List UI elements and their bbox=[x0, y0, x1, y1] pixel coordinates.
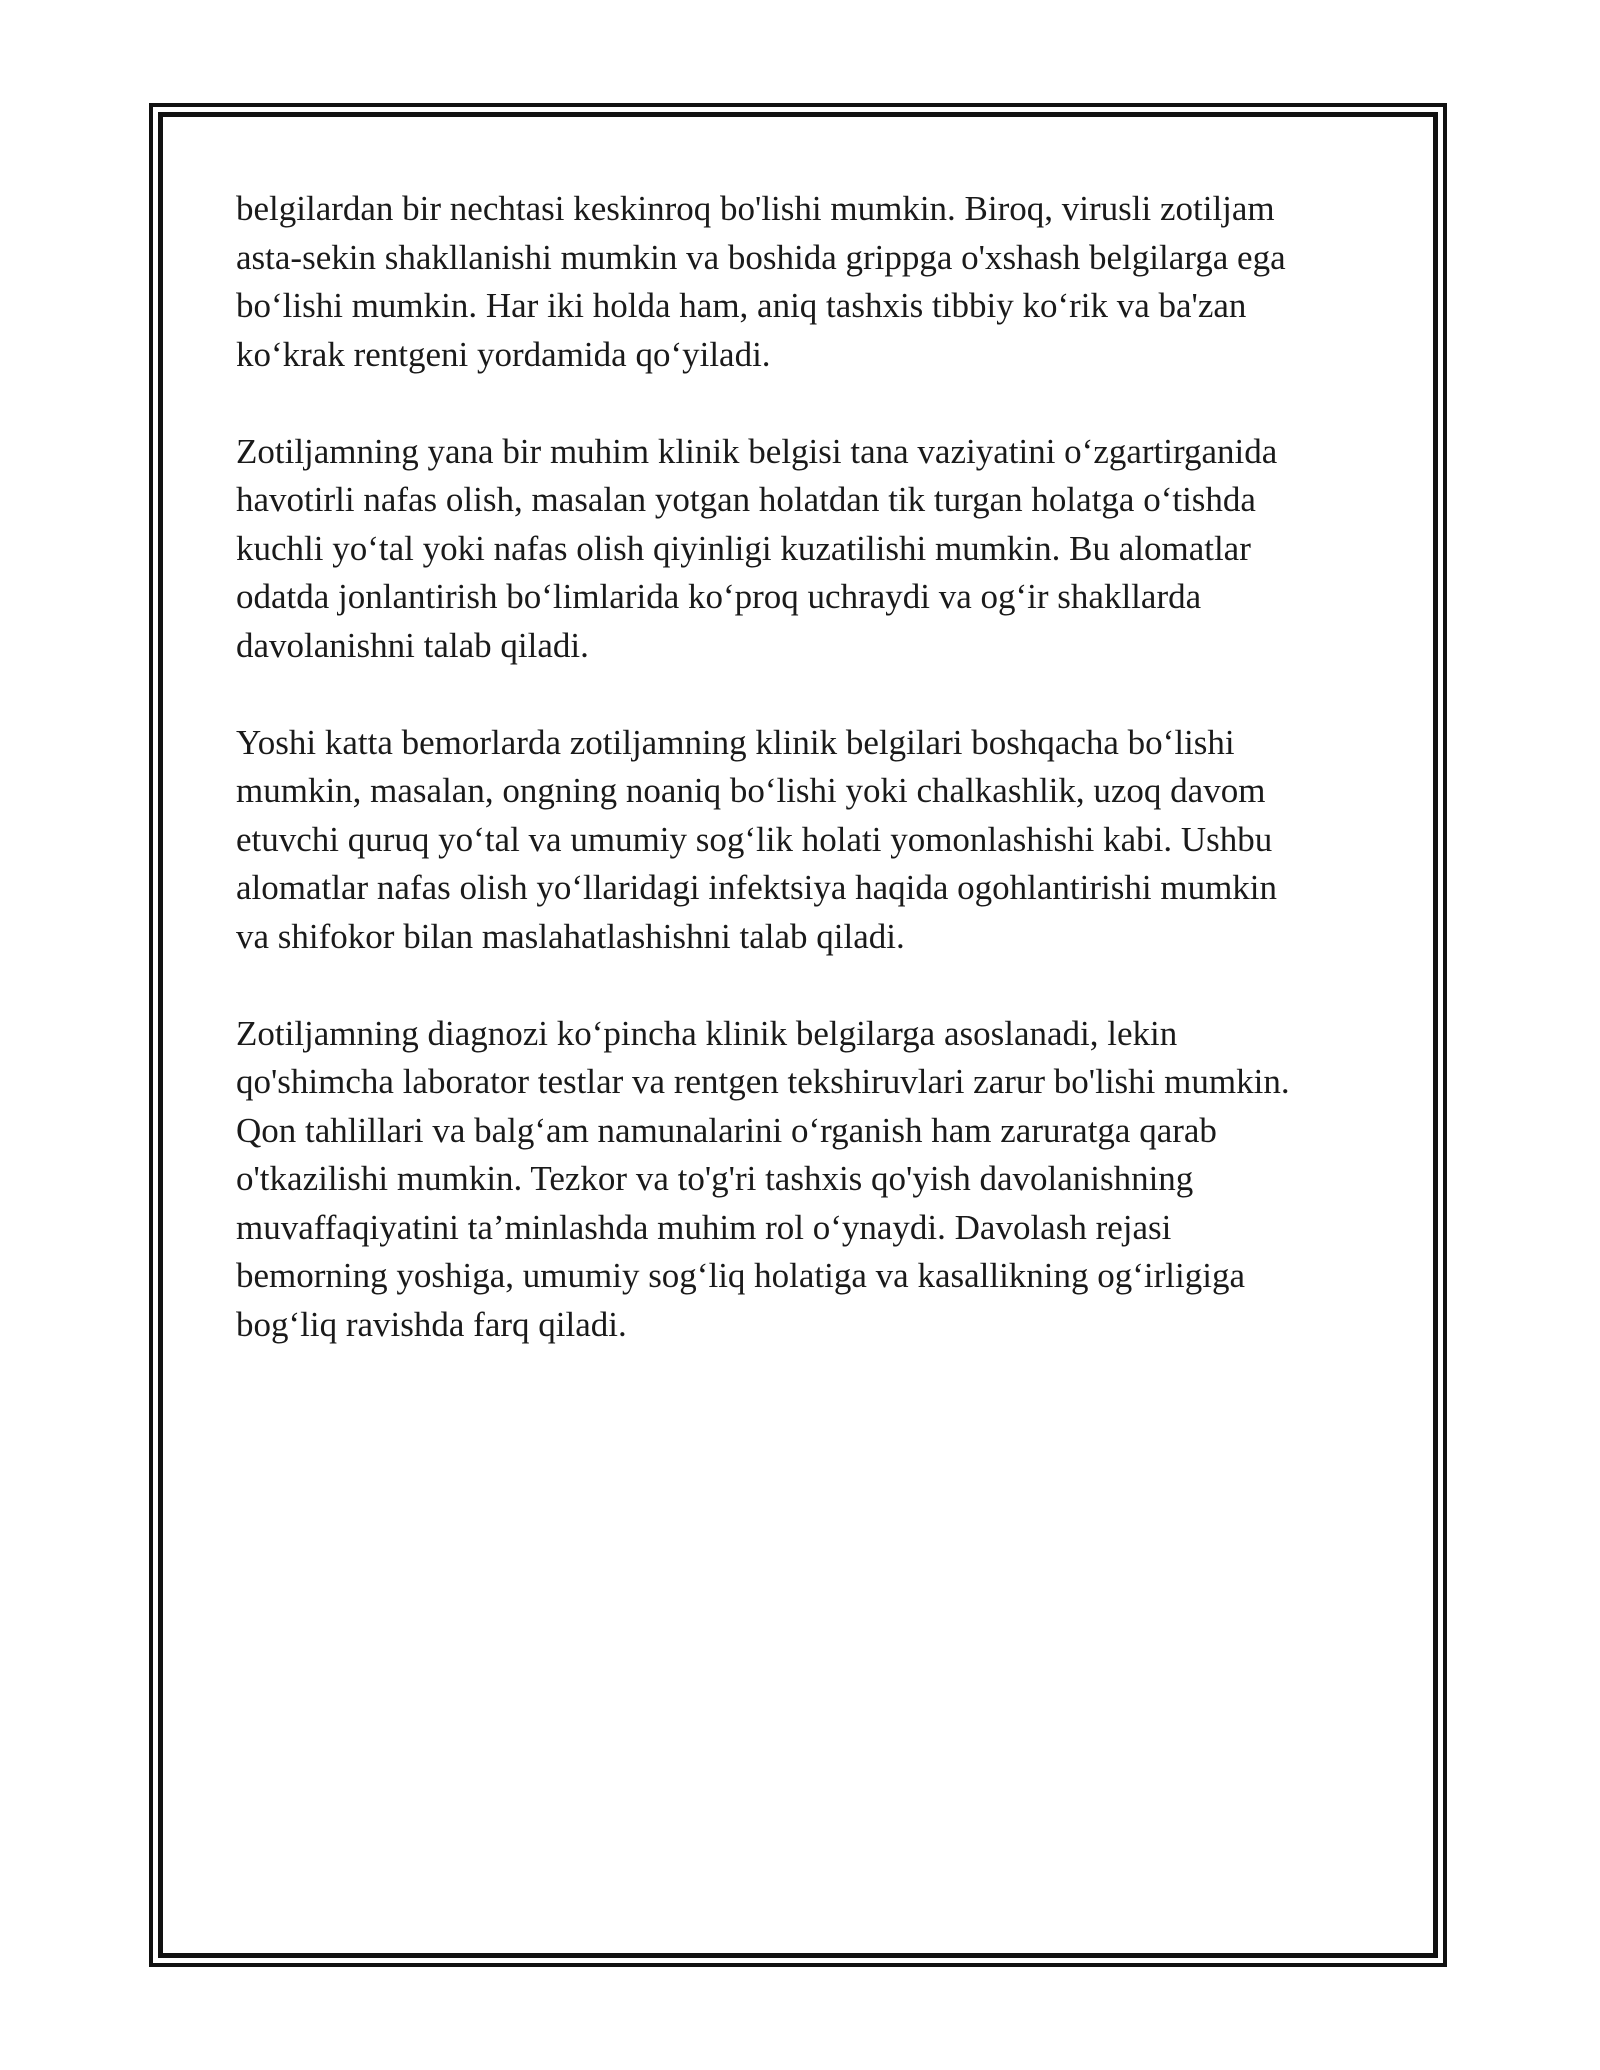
text-line: alomatlar nafas olish yo‘llaridagi infektsiya haqida ogohlantirishi mumkin bbox=[236, 868, 1278, 907]
text-line: ko‘krak rentgeni yordamida qo‘yiladi. bbox=[236, 334, 771, 374]
text-line: havotirli nafas olish, masalan yotgan holatdan tik turgan holatga o‘tishda bbox=[236, 480, 1256, 519]
paragraph-4 bbox=[236, 1010, 1356, 1350]
text-line: bo‘lishi mumkin. Har iki holda ham, aniq tashxis tibbiy ko‘rik va ba'zan bbox=[236, 286, 1247, 325]
document-body bbox=[236, 185, 1356, 1398]
text-line: asta-sekin shakllanishi mumkin va boshida grippga o'xshash belgilarga ega bbox=[236, 237, 1286, 277]
paragraph-3 bbox=[236, 719, 1356, 962]
text-line: Qon tahlillari va balg‘am namunalarini o‘rganish ham zaruratga qarab bbox=[236, 1110, 1217, 1150]
text-line: mumkin, masalan, ongning noaniq bo‘lishi yoki chalkashlik, uzoq davom bbox=[236, 771, 1266, 810]
text-line: qo'shimcha laborator testlar va rentgen tekshiruvlari zarur bo'lishi mumkin. bbox=[236, 1062, 1290, 1101]
text-line: Zotiljamning diagnozi ko‘pincha klinik belgilarga asoslanadi, lekin bbox=[236, 1013, 1178, 1053]
text-line: kuchli yo‘tal yoki nafas olish qiyinligi kuzatilishi mumkin. Bu alomatlar bbox=[236, 528, 1251, 568]
text-line: davolanishni talab qiladi. bbox=[236, 625, 589, 665]
paragraph-2 bbox=[236, 428, 1356, 671]
text-line: bog‘liq ravishda farq qiladi. bbox=[236, 1304, 627, 1344]
text-line: Yoshi katta bemorlarda zotiljamning klinik belgilari boshqacha bo‘lishi bbox=[236, 722, 1235, 762]
text-line: muvaffaqiyatini ta’minlashda muhim rol o‘ynaydi. Davolash rejasi bbox=[236, 1207, 1172, 1247]
text-line: bemorning yoshiga, umumiy sog‘liq holatiga va kasallikning og‘irligiga bbox=[236, 1256, 1246, 1295]
text-line: va shifokor bilan maslahatlashishni talab qiladi. bbox=[236, 916, 905, 956]
text-line: belgilardan bir nechtasi keskinroq bo'lishi mumkin. Biroq, virusli zotiljam bbox=[236, 189, 1275, 228]
text-line: o'tkazilishi mumkin. Tezkor va to'g'ri tashxis qo'yish davolanishning bbox=[236, 1159, 1194, 1198]
text-line: etuvchi quruq yo‘tal va umumiy sog‘lik holati yomonlashishi kabi. Ushbu bbox=[236, 819, 1273, 859]
text-line: Zotiljamning yana bir muhim klinik belgisi tana vaziyatini o‘zgartirganida bbox=[236, 431, 1278, 471]
text-line: odatda jonlantirish bo‘limlarida ko‘proq uchraydi va og‘ir shakllarda bbox=[236, 577, 1202, 616]
paragraph-1 bbox=[236, 185, 1356, 379]
